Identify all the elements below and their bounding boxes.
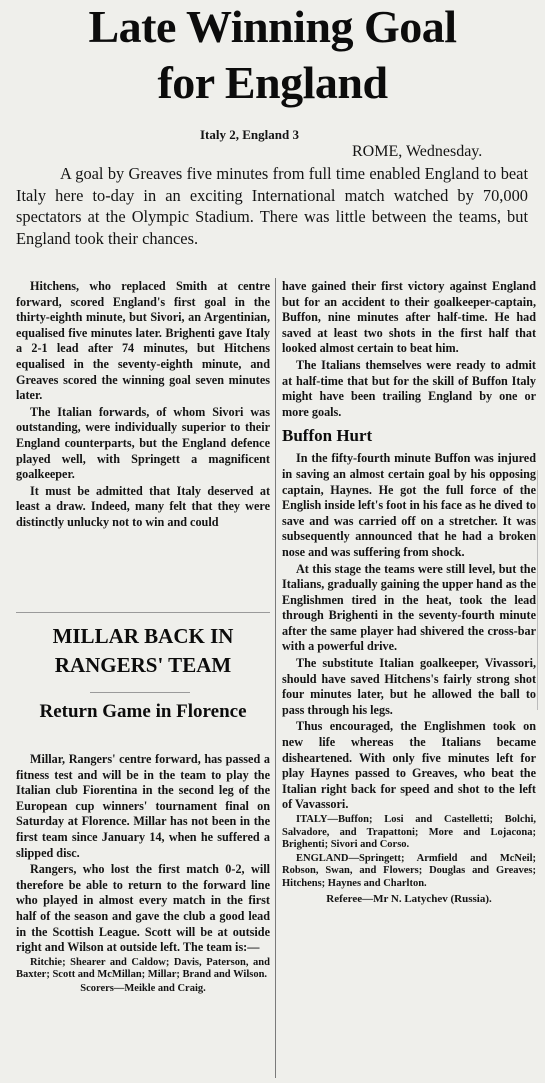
article-paragraph: The substitute Italian goalkeeper, Vivassori, should have saved Hitchens's fairly strong shot four minutes later, but he allowed the ball to pass through his legs. <box>282 656 536 717</box>
article-paragraph: In the fifty-fourth minute Buffon was injured in saving an almost certain goal by his opposing captain, Haynes. He got the full force of the English inside left's foot in his face as he dived to save and was carried off on a stretcher. It was subsequently announced that he had a broken nose and was suffering from shock. <box>282 451 536 559</box>
article-paragraph: Thus encouraged, the Englishmen took on new life whereas the Italians became disheartened. With only five minutes left for play Haynes passed to Greaves, who beat the Italian right back for speed and shot to the left of Vavassori. <box>282 719 536 812</box>
section-divider <box>16 612 270 613</box>
right-column <box>282 279 536 908</box>
column-divider <box>275 278 276 1078</box>
referee-line: Referee—Mr N. Latychev (Russia). <box>326 892 492 905</box>
match-score: Italy 2, England 3 <box>200 127 299 142</box>
millar-subheadline: Return Game in Florence <box>39 701 247 722</box>
article-paragraph: Rangers, who lost the first match 0-2, will therefore be able to return to the forward line who played in almost every match in the first half of the season and gave the club a good lead in the Scottish League. Scott will be at outside right and Wilson at outside left. The team is:— <box>16 862 270 955</box>
lead-paragraph: A goal by Greaves five minutes from full time enabled England to beat Italy here to-day in an exciting International match watched by 70,000 spectators at the Olympic Stadium. There was little between the teams, but England took their chances. <box>16 164 528 248</box>
italy-lineup: ITALY—Buffon; Losi and Castelletti; Bolchi, Salvadore, and Trapattoni; More and Lojacona; Brighenti; Sivori and Corso. <box>282 814 536 851</box>
millar-headline: MILLAR BACK IN RANGERS' TEAM <box>52 624 234 677</box>
article-paragraph: have gained their first victory against England but for an accident to their goalkeeper-captain, Buffon, nine minutes after half-time. He had saved at least two shots in the first half that looked almost certain to beat him. <box>282 279 536 356</box>
dateline-place: ROME, Wednesday. <box>352 143 483 160</box>
england-lineup: ENGLAND—Springett; Armfield and McNeil; Robson, Swan, and Flowers; Douglas and Greaves; Hitchens; Haynes and Charlton. <box>282 852 536 889</box>
rangers-team-list: Ritchie; Shearer and Caldow; Davis, Paterson, and Baxter; Scott and McMillan; Millar; Brand and Wilson. <box>16 956 270 981</box>
headline-line-2: for England <box>157 57 388 108</box>
buffon-hurt-subhead: Buffon Hurt <box>282 426 373 446</box>
article-paragraph: The Italian forwards, of whom Sivori was outstanding, were individually superior to their England counterparts, but the England defence played well, with Springett a magnificent goalkeeper. <box>16 404 270 482</box>
article-paragraph: Millar, Rangers' centre forward, has passed a fitness test and will be in the team to play the Italian club Fiorentina in the second leg of the European cup winners' tournament final on Saturday at Florence. Millar has not been in the first team since January 14, when he suffered a slipped disc. <box>16 752 270 860</box>
article-paragraph: It must be admitted that Italy deserved at least a draw. Indeed, many felt that they were distinctly unlucky not to win and could <box>16 483 270 529</box>
left-column <box>16 279 270 532</box>
headline-line-1: Late Winning Goal <box>88 1 457 52</box>
headline-rule <box>90 692 190 693</box>
millar-story <box>16 752 270 996</box>
scorers-line: Scorers—Meikle and Craig. <box>80 982 206 994</box>
article-paragraph: Hitchens, who replaced Smith at centre forward, scored England's first goal in the thirty-eighth minute, but Sivori, an Argentinian, equalised five minutes later. Brighenti gave Italy a 2-1 lead after 74 minutes, but Hitchens equalised in the seventy-eighth minute, and Greaves scored the winning goal seven minutes later. <box>16 279 270 403</box>
article-paragraph: The Italians themselves were ready to admit at half-time that but for the skill of Buffon Italy might have been trailing England by one or more goals. <box>282 357 536 419</box>
article-paragraph: At this stage the teams were still level, but the Italians, gradually gaining the upper hand as the Englishmen tired in the heat, took the lead through Brighenti in the seventy-fourth minute after the same player had shivered the cross-bar with a powerful drive. <box>282 561 536 654</box>
adjacent-column-edge <box>537 470 545 710</box>
